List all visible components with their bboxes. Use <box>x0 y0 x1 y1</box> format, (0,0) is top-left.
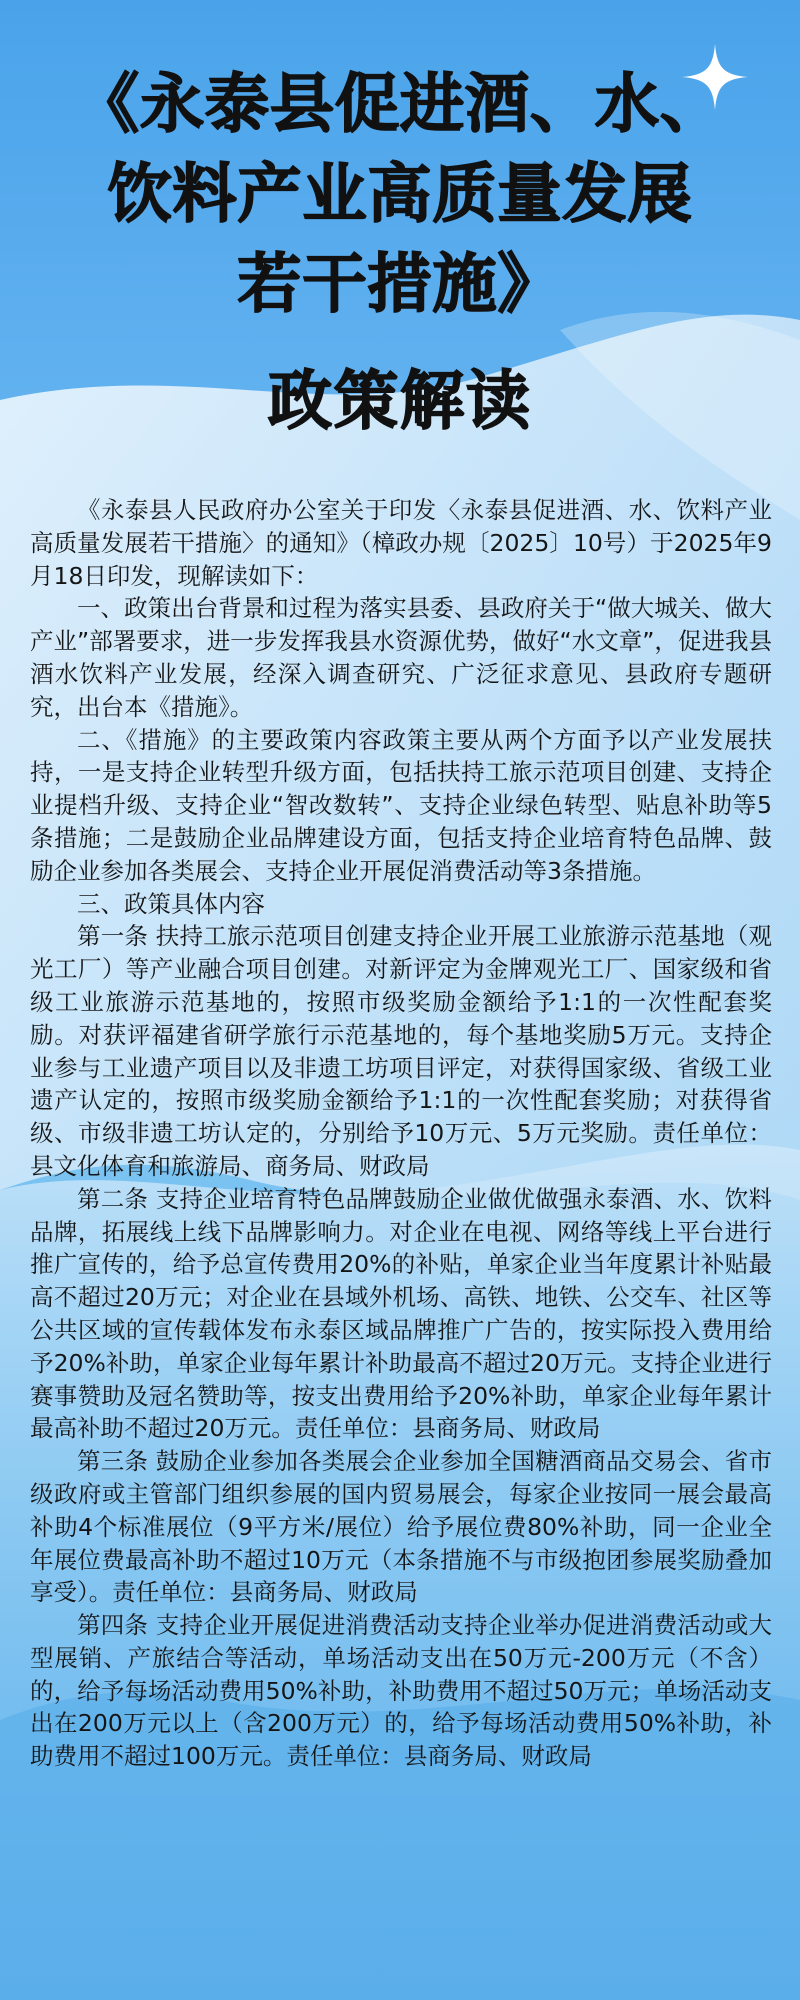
policy-title <box>0 60 800 330</box>
title-line-2: 饮料产业高质量发展 <box>107 158 693 232</box>
section-specific-heading: 三、政策具体内容 <box>77 889 265 918</box>
title-line-3: 若干措施》 <box>237 248 563 322</box>
policy-body <box>30 494 772 1773</box>
section-main-content: 二、《措施》的主要政策内容政策主要从两个方面予以产业发展扶持，一是支持企业转型升级方面，包括扶持工旅示范项目创建、支持企业提档升级、支持企业“智改数转”、支持企业绿色转型、贴息补助等5条措施；二是鼓励企业品牌建设方面，包括支持企业培育特色品牌、鼓励企业参加各类展会、支持企业开展促消费活动等3条措施。 <box>30 725 772 885</box>
section-background: 一、政策出台背景和过程为落实县委、县政府关于“做大城关、做大产业”部署要求，进一步发挥我县水资源优势，做好“水文章”，促进我县酒水饮料产业发展，经深入调查研究、广泛征求意见、县政府专题研究，出台本《措施》。 <box>30 594 772 721</box>
intro-paragraph: 《永泰县人民政府办公室关于印发〈永泰县促进酒、水、饮料产业高质量发展若干措施〉的通知》（樟政办规〔2025〕10号）于2025年9月18日印发，现解读如下： <box>30 496 772 590</box>
article-2: 第二条 支持企业培育特色品牌鼓励企业做优做强永泰酒、水、饮料品牌，拓展线上线下品牌影响力。对企业在电视、网络等线上平台进行推广宣传的，给予总宣传费用20%的补贴，单家企业当年度累计补贴最高不超过20万元；对企业在县域外机场、高铁、地铁、公交车、社区等公共区域的宣传载体发布永泰区域品牌推广广告的，按实际投入费用给予20%补助，单家企业每年累计补助最高不超过20万元。支持企业进行赛事赞助及冠名赞助等，按支出费用给予20%补助，单家企业每年累计最高补助不超过20万元。责任单位：县商务局、财政局 <box>30 1184 772 1443</box>
policy-subtitle: 政策解读 <box>268 365 532 439</box>
title-line-1: 《永泰县促进酒、水、 <box>75 68 725 142</box>
article-1: 第一条 扶持工旅示范项目创建支持企业开展工业旅游示范基地（观光工厂）等产业融合项目创建。对新评定为金牌观光工厂、国家级和省级工业旅游示范基地的，按照市级奖励金额给予1:1的一次性配套奖励。对获评福建省研学旅行示范基地的，每个基地奖励5万元。支持企业参与工业遗产项目以及非遗工坊项目评定，对获得国家级、省级工业遗产认定的，按照市级奖励金额给予1:1的一次性配套奖励；对获得省级、市级非遗工坊认定的，分别给予10万元、5万元奖励。责任单位：县文化体育和旅游局、商务局、财政局 <box>30 922 772 1180</box>
article-3: 第三条 鼓励企业参加各类展会企业参加全国糖酒商品交易会、省市级政府或主管部门组织参展的国内贸易展会，每家企业按同一展会最高补助4个标准展位（9平方米/展位）给予展位费80%补助，同一企业全年展位费最高补助不超过10万元（本条措施不与市级抱团参展奖励叠加享受）。责任单位：县商务局、财政局 <box>30 1447 772 1607</box>
article-4: 第四条 支持企业开展促进消费活动支持企业举办促进消费活动或大型展销、产旅结合等活动，单场活动支出在50万元-200万元（不含）的，给予每场活动费用50%补助，补助费用不超过50万元；单场活动支出在200万元以上（含200万元）的，给予每场活动费用50%补助，补助费用不超过100万元。责任单位：县商务局、财政局 <box>30 1611 772 1771</box>
